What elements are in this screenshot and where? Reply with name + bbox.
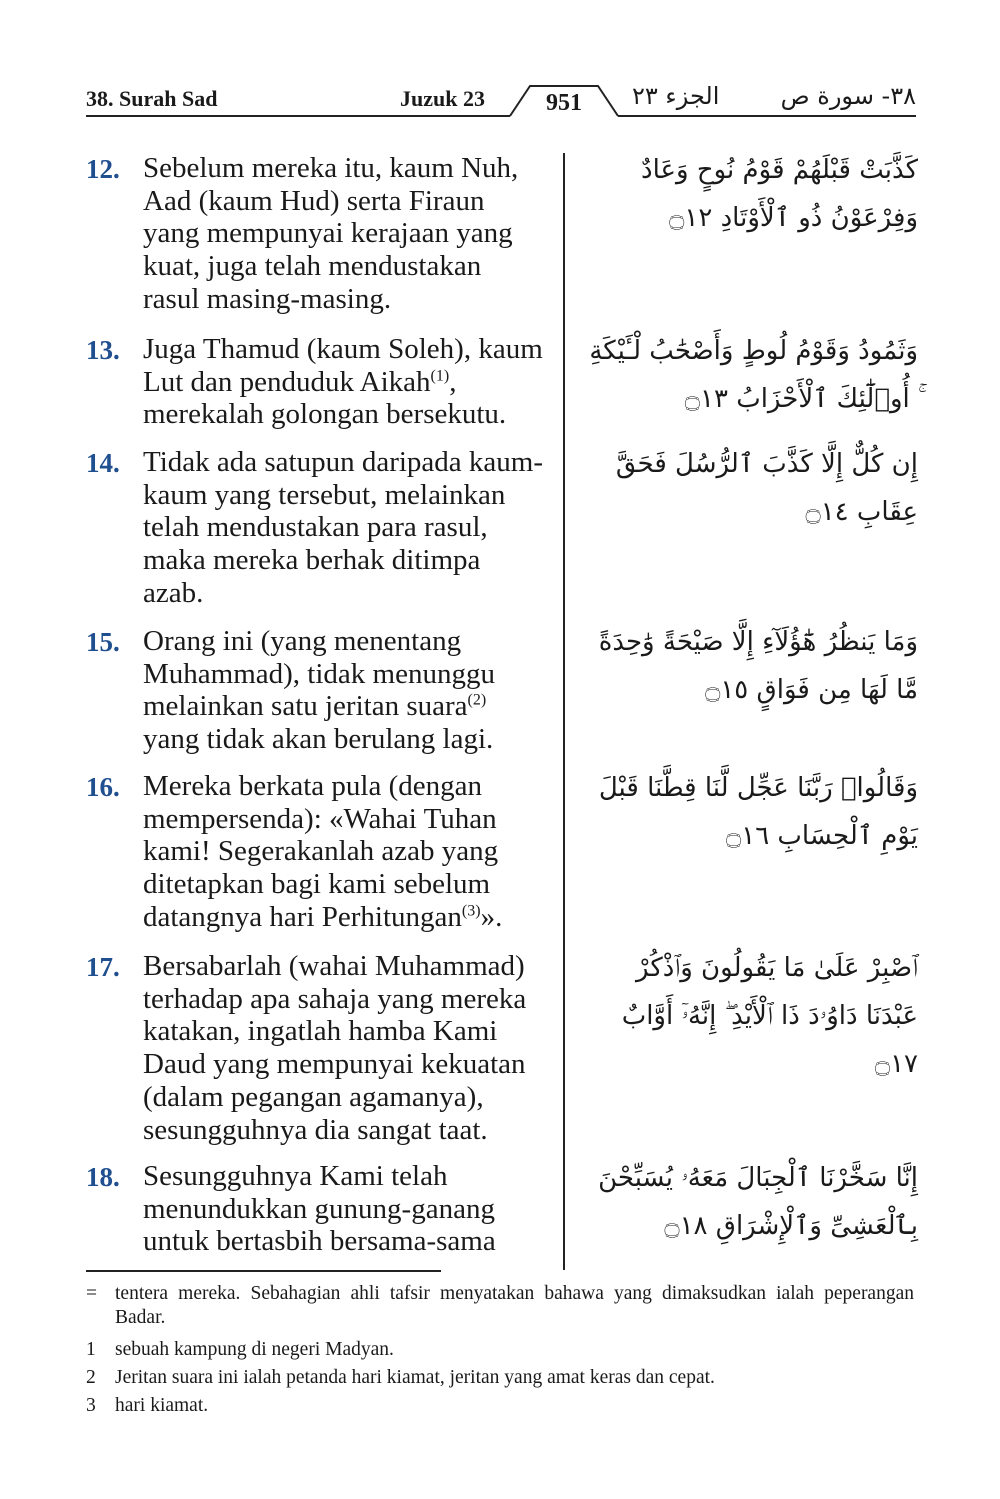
footnote-mark: 2 <box>86 1367 96 1388</box>
verse-translation <box>143 770 543 934</box>
verse-text-part: Juga Thamud (kaum Soleh), kaum Lut dan penduduk Aikah <box>143 333 543 398</box>
footnote-text: tentera mereka. Sebahagian ahli tafsir menyatakan bahawa yang dimaksudkan ialah peperangan Badar. <box>115 1283 914 1328</box>
verse-number: 16. <box>86 772 120 802</box>
verse-translation <box>143 625 543 756</box>
arabic-surah-label: ٣٨- سورة ص <box>780 82 916 110</box>
verse-translation: Bersabarlah (wahai Muhammad) terhadap apa sahaja yang mereka katakan, ingatlah hamba Kami Daud yang mempunyai kekuatan (dalam pegangan agamanya), sesungguhnya dia sangat taat. <box>143 950 527 1146</box>
footnote-ref: (3) <box>461 902 481 920</box>
page-number: 951 <box>546 90 582 116</box>
footnote <box>86 1338 914 1362</box>
footnote <box>86 1394 914 1418</box>
footnote-ref: (2) <box>467 691 487 709</box>
verse-translation <box>143 333 543 431</box>
verse-text-part: yang tidak akan berulang lagi. <box>143 723 494 756</box>
verse-number: 14. <box>86 448 120 478</box>
page-header <box>0 0 1000 125</box>
footnote <box>86 1366 914 1390</box>
verse-arabic: إِن كُلٌّ إِلَّا كَذَّبَ ٱلرُّسُلَ فَحَقَّ عِقَابِ ۝١٤ <box>615 449 918 527</box>
footnote-rule <box>86 1270 441 1272</box>
juzuk-label: Juzuk 23 <box>400 86 485 111</box>
verse-text-part: Mereka berkata pula (dengan mempersenda): «Wahai Tuhan kami! Segerakanlah azab yang ditetapkan bagi kami sebelum datangnya hari Perhitungan <box>143 770 499 933</box>
footnote-text: Jeritan suara ini ialah petanda hari kiamat, jeritan yang amat keras dan cepat. <box>115 1367 715 1388</box>
footnote-ref: (1) <box>430 367 450 385</box>
footnote-mark: 3 <box>86 1395 96 1416</box>
verse-arabic: ٱصْبِرْ عَلَىٰ مَا يَقُولُونَ وَٱذْكُرْ عَبْدَنَا دَاوُۥدَ ذَا ٱلْأَيْدِ ۖ إِنَّهُۥٓ أَوَّابٌ ۝١٧ <box>621 953 918 1079</box>
footnote-mark: 1 <box>86 1339 96 1360</box>
verse-translation: Tidak ada satupun daripada kaum-kaum yang tersebut, melainkan telah mendustakan para rasul, maka mereka berhak ditimpa azab. <box>143 446 543 609</box>
verse-arabic: وَمَا يَنظُرُ هَٰٓؤُلَآءِ إِلَّا صَيْحَةً وَٰحِدَةً مَّا لَهَا مِن فَوَاقٍ ۝١٥ <box>598 627 918 705</box>
verse-text-part: ». <box>480 900 503 933</box>
verse-number: 18. <box>86 1162 120 1192</box>
verse-number: 17. <box>86 952 120 982</box>
verse-text-part: , merekalah golongan bersekutu. <box>143 365 507 431</box>
footnote-mark: = <box>86 1283 97 1304</box>
footnote-text: sebuah kampung di negeri Madyan. <box>115 1339 394 1360</box>
verse-text-part: Orang ini (yang menentang Muhammad), tidak menunggu melainkan satu jeritan suara <box>143 625 495 723</box>
footnote-text: hari kiamat. <box>115 1395 209 1416</box>
verse-number: 12. <box>86 154 120 184</box>
surah-label: 38. Surah Sad <box>86 86 218 111</box>
arabic-juz-label: الجزء ٢٣ <box>632 82 720 110</box>
verse-number: 15. <box>86 627 120 657</box>
verse-arabic: إِنَّا سَخَّرْنَا ٱلْجِبَالَ مَعَهُۥ يُسَبِّحْنَ بِٱلْعَشِىِّ وَٱلْإِشْرَاقِ ۝١٨ <box>598 1163 918 1241</box>
verse-translation: Sesungguhnya Kami telah menundukkan gunung-ganang untuk bertasbih bersama-sama <box>143 1160 496 1258</box>
verse-arabic: وَقَالُوا۟ رَبَّنَا عَجِّل لَّنَا قِطَّنَا قَبْلَ يَوْمِ ٱلْحِسَابِ ۝١٦ <box>598 773 918 851</box>
column-divider <box>563 153 565 1270</box>
footnote <box>86 1282 914 1330</box>
verse-arabic: وَثَمُودُ وَقَوْمُ لُوطٍ وَأَصْحَٰبُ لْـَٔيْكَةِ ۚ أُو۟لَٰٓئِكَ ٱلْأَحْزَابُ ۝١٣ <box>589 336 918 414</box>
verse-translation: Sebelum mereka itu, kaum Nuh, Aad (kaum Hud) serta Firaun yang mempunyai kerajaan yang kuat, juga telah mendustakan rasul masing-masing. <box>143 152 519 315</box>
verse-arabic: كَذَّبَتْ قَبْلَهُمْ قَوْمُ نُوحٍ وَعَادٌ وَفِرْعَوْنُ ذُو ٱلْأَوْتَادِ ۝١٢ <box>641 155 918 233</box>
verse-number: 13. <box>86 335 120 365</box>
